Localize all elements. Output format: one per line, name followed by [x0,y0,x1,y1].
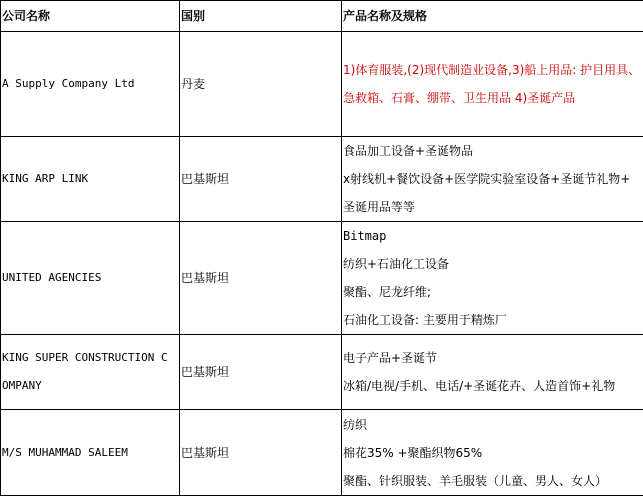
products-text-red: 1)体育服装,(2)现代制造业设备,3)船上用品: 护目用具、急救箱、石膏、绷带、卫生用品 4)圣诞产品 [343,63,641,105]
products-cell [342,335,643,410]
product-line: 聚酯、尼龙纤维; [343,285,432,299]
table-row [1,32,643,137]
table-header-row [1,1,643,32]
table-row [1,335,643,410]
product-line: 聚酯、针织服装、羊毛服装（儿童、男人、女人） [343,473,608,488]
product-line: 电子产品+圣诞节 [343,351,438,365]
company-cell [1,335,180,410]
header-company: 公司名称 [1,1,180,32]
product-line: 纺织+石油化工设备 [343,257,450,271]
product-line: 食品加工设备+圣诞物品 [343,144,474,158]
table-row [1,137,643,222]
product-line: 石油化工设备: 主要用于精炼厂 [343,313,507,327]
company-cell: KING ARP LINK [1,137,180,222]
company-cell: M/S MUHAMMAD SALEEM [1,410,180,496]
country-cell: 巴基斯坦 [180,222,342,335]
product-line: 圣诞用品等等 [343,200,416,214]
product-line: 冰箱/电视/手机、电话/+圣诞花卉、人造首饰+礼物 [343,379,616,393]
table-row [1,410,643,496]
company-line: KING SUPER CONSTRUCTION C [2,351,168,364]
products-cell [342,222,643,335]
products-cell [342,137,643,222]
header-products: 产品名称及规格 [342,1,643,32]
product-line: Bitmap [343,229,387,243]
country-cell: 丹麦 [180,32,342,137]
country-cell: 巴基斯坦 [180,335,342,410]
product-line: x射线机+餐饮设备+医学院实验室设备+圣诞节礼物+ [343,172,631,186]
country-cell: 巴基斯坦 [180,410,342,496]
header-country: 国别 [180,1,342,32]
product-line: 棉花35% +聚酯织物65% [343,445,483,460]
table-row [1,222,643,335]
products-cell [342,410,643,496]
country-cell: 巴基斯坦 [180,137,342,222]
company-cell: A Supply Company Ltd [1,32,180,137]
company-line: OMPANY [2,379,42,392]
product-line: 纺织 [343,417,368,432]
company-cell: UNITED AGENCIES [1,222,180,335]
products-cell [342,32,643,137]
